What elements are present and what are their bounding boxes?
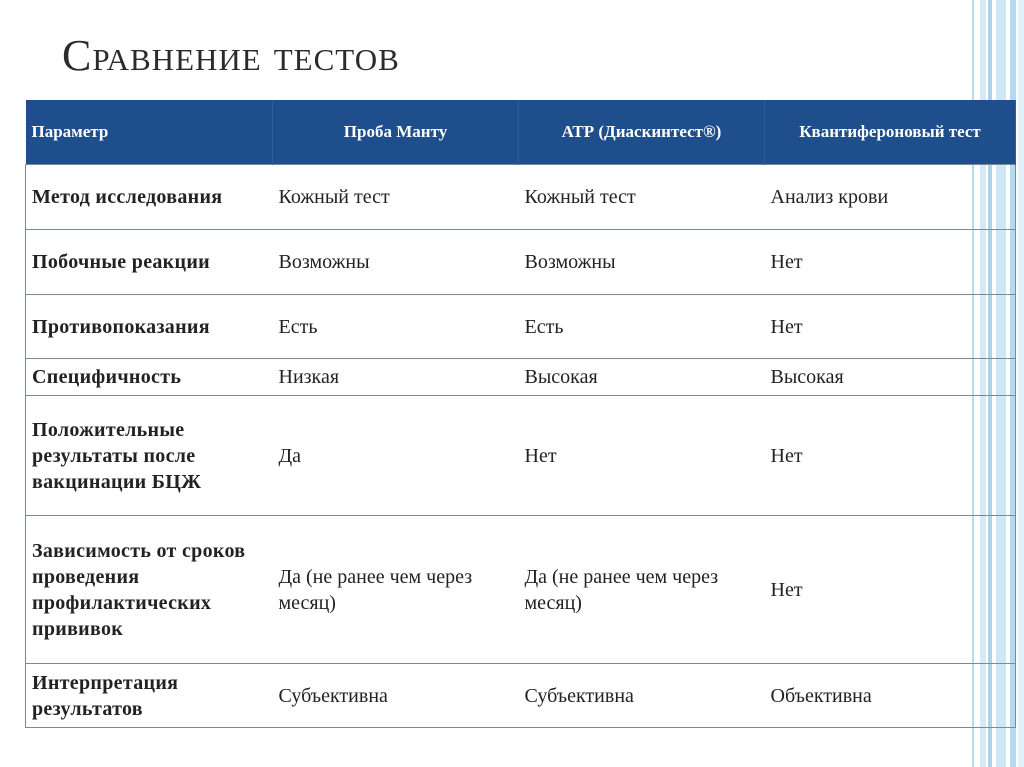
cell-mantoux: Кожный тест [273, 165, 519, 230]
cell-atr: Нет [519, 396, 765, 516]
cell-mantoux: Есть [273, 295, 519, 359]
cell-atr: Кожный тест [519, 165, 765, 230]
header-atr: АТР (Диаскинтест®) [519, 100, 765, 165]
table-row [26, 516, 1016, 664]
header-quantiferon: Квантифероновый тест [765, 100, 1016, 165]
header-param: Параметр [26, 100, 273, 165]
row-param: Положительные результаты после вакцинации БЦЖ [26, 396, 273, 516]
cell-quantiferon: Нет [765, 396, 1016, 516]
table-row [26, 396, 1016, 516]
cell-mantoux: Да [273, 396, 519, 516]
table-body [26, 165, 1016, 728]
table-header [26, 100, 1016, 165]
cell-atr: Есть [519, 295, 765, 359]
cell-atr: Возможны [519, 230, 765, 295]
row-param: Зависимость от сроков проведения профилактических прививок [26, 516, 273, 664]
row-param: Побочные реакции [26, 230, 273, 295]
table-row [26, 165, 1016, 230]
cell-mantoux: Возможны [273, 230, 519, 295]
header-mantoux: Проба Манту [273, 100, 519, 165]
row-param: Интерпретация результатов [26, 664, 273, 728]
stripe [1018, 0, 1024, 767]
cell-mantoux: Да (не ранее чем через месяц) [273, 516, 519, 664]
cell-quantiferon: Объективна [765, 664, 1016, 728]
header-row [26, 100, 1016, 165]
table-row [26, 230, 1016, 295]
cell-atr: Да (не ранее чем через месяц) [519, 516, 765, 664]
cell-quantiferon: Нет [765, 230, 1016, 295]
table-row [26, 359, 1016, 396]
cell-atr: Высокая [519, 359, 765, 396]
row-param: Специфичность [26, 359, 273, 396]
row-param: Противопоказания [26, 295, 273, 359]
table-row [26, 664, 1016, 728]
cell-mantoux: Низкая [273, 359, 519, 396]
row-param: Метод исследования [26, 165, 273, 230]
cell-quantiferon: Нет [765, 516, 1016, 664]
comparison-table [25, 100, 1016, 728]
cell-mantoux: Субъективна [273, 664, 519, 728]
cell-quantiferon: Высокая [765, 359, 1016, 396]
slide-title: Сравнение тестов [62, 31, 400, 80]
cell-quantiferon: Нет [765, 295, 1016, 359]
table-row [26, 295, 1016, 359]
cell-quantiferon: Анализ крови [765, 165, 1016, 230]
cell-atr: Субъективна [519, 664, 765, 728]
